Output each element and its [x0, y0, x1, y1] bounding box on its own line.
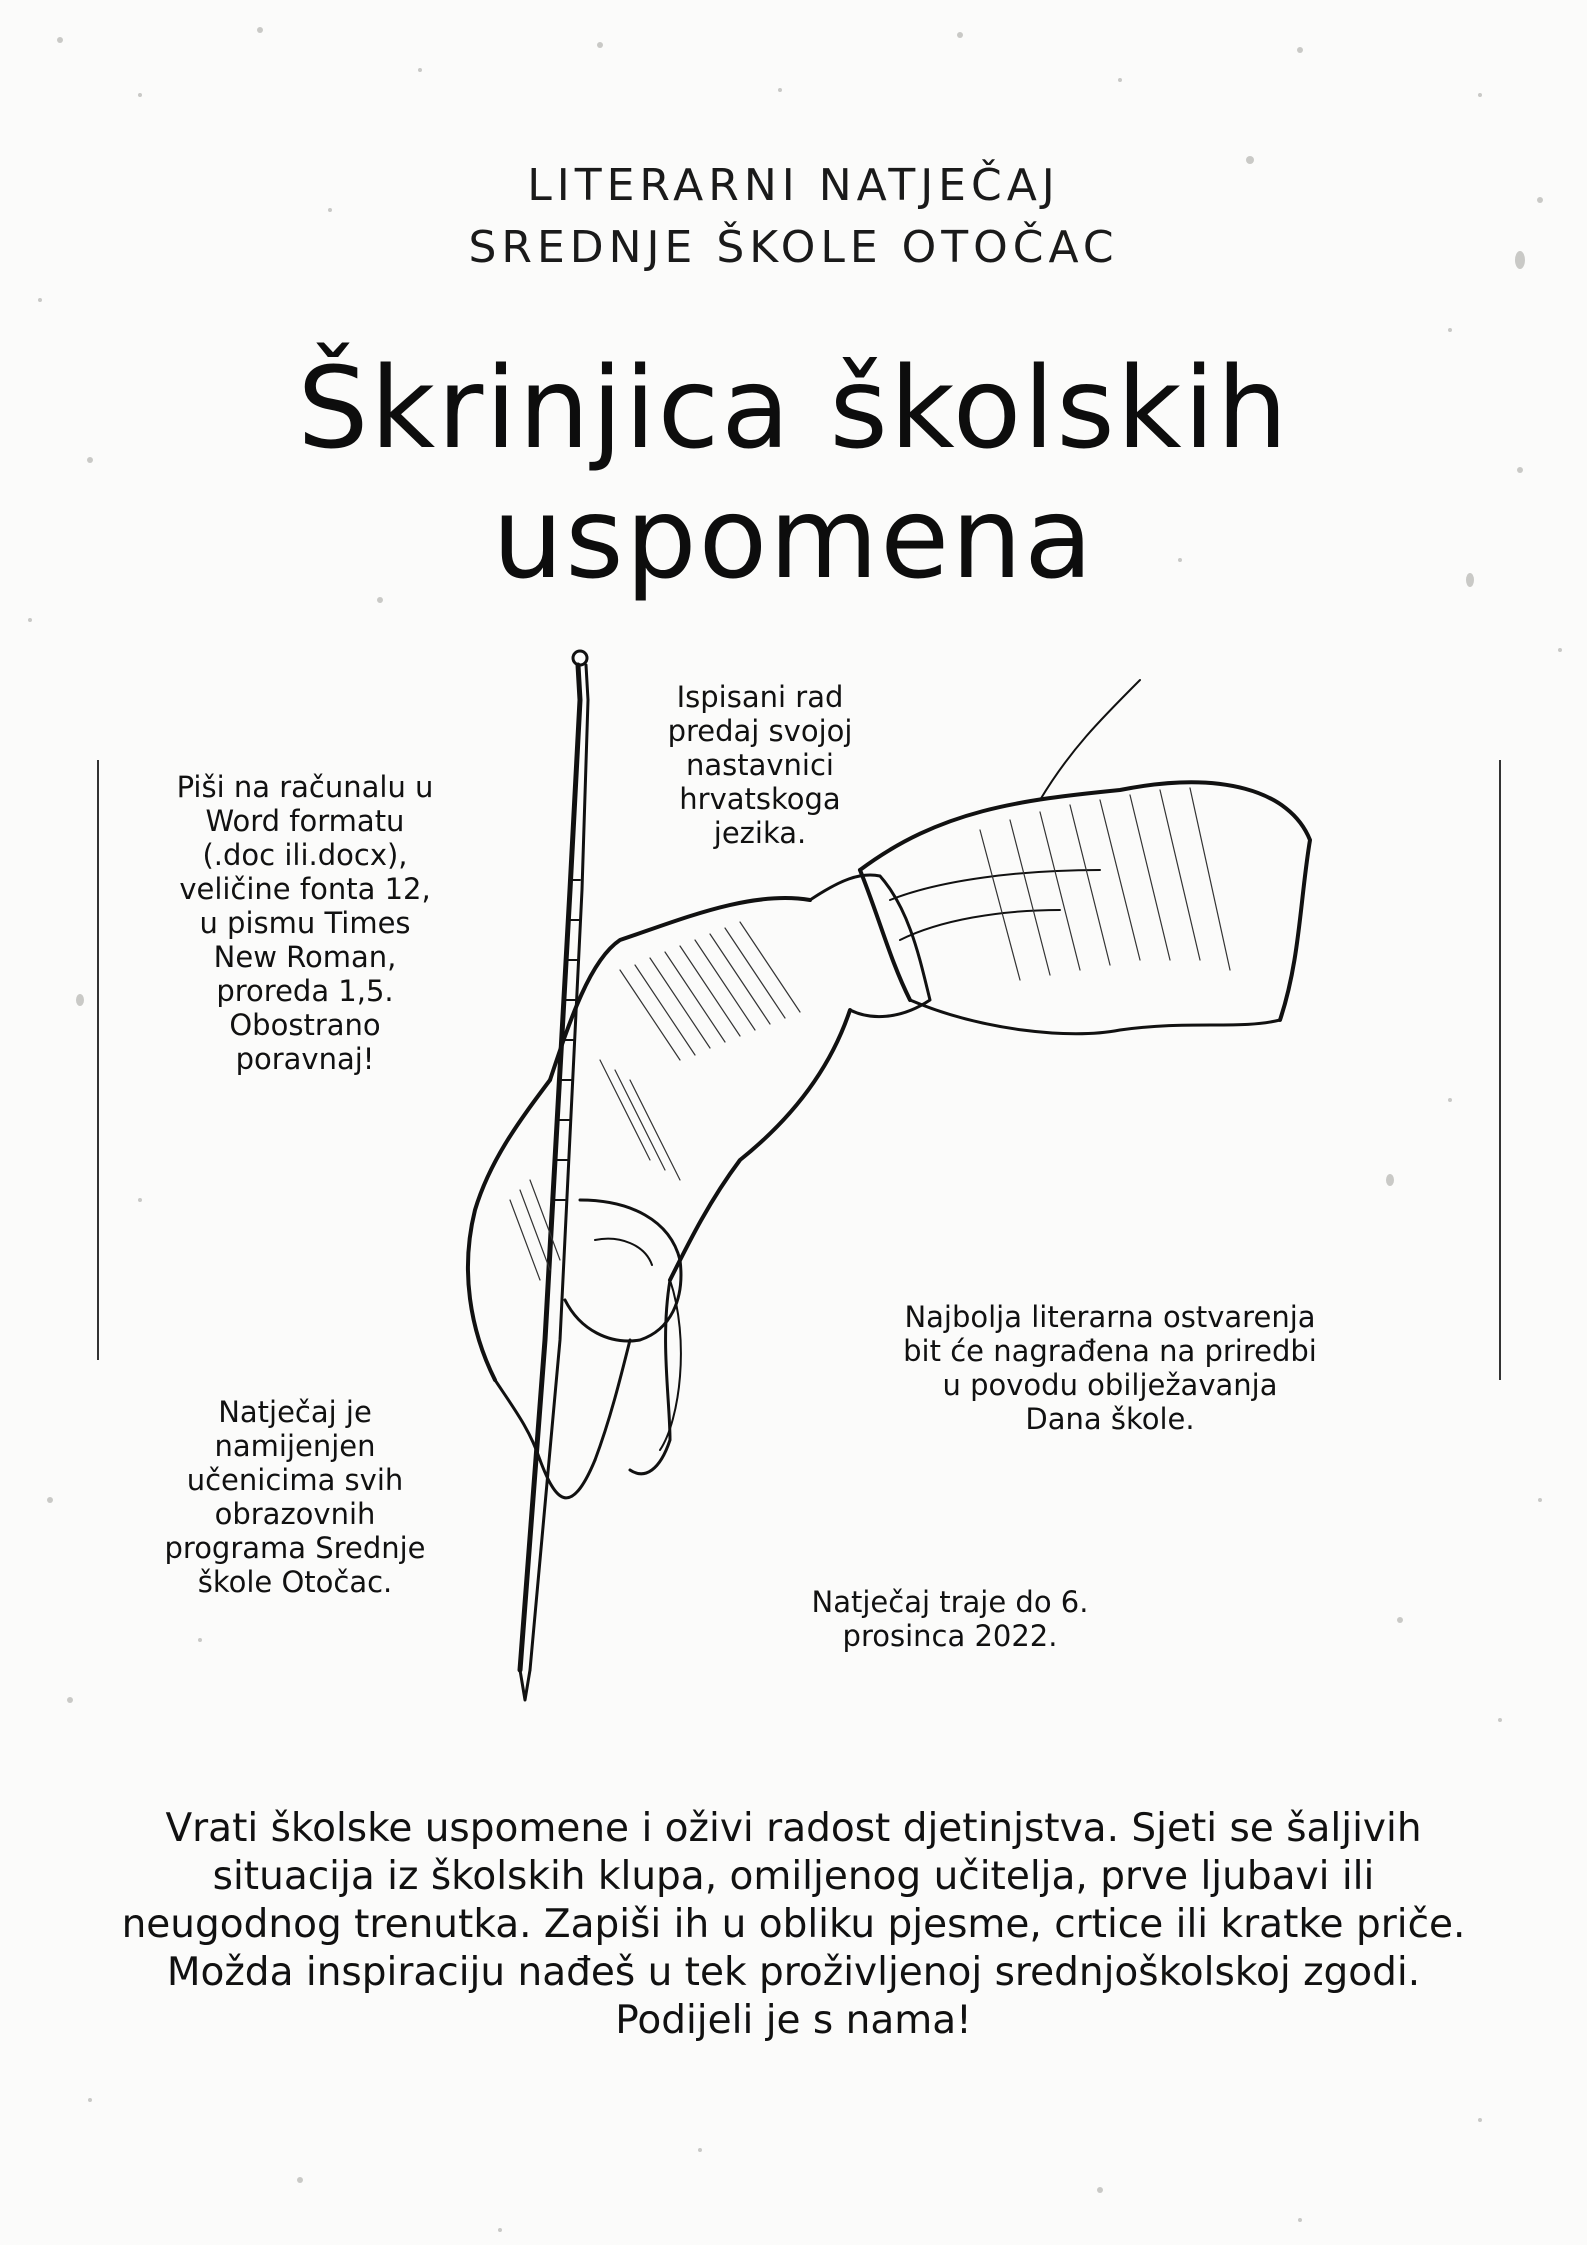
note-format-instructions: Piši na računalu u Word formatu (.doc ili.docx), veličine fonta 12, u pismu Times New Roman, proreda 1,5. Obostrano poravnaj! [176, 770, 434, 1076]
note-awards: Najbolja literarna ostvarenja bit će nagrađena na priredbi u povodu obilježavanja Dana škole. [903, 1300, 1317, 1436]
right-divider [1499, 760, 1501, 1380]
hand-holding-pen-icon [420, 640, 1380, 1740]
contest-label: LITERARNI NATJEČAJ [527, 160, 1060, 211]
left-divider [97, 760, 99, 1360]
note-submission: Ispisani rad predaj svojoj nastavnici hrvatskoga jezika. [667, 680, 853, 850]
page-title-line1: Škrinjica školskih [297, 344, 1290, 474]
school-name: SREDNJE ŠKOLE OTOČAC [468, 222, 1119, 273]
page-title-line2: uspomena [492, 474, 1095, 604]
note-eligibility: Natječaj je namijenjen učenicima svih obrazovnih programa Srednje škole Otočac. [164, 1395, 426, 1599]
note-deadline: Natječaj traje do 6. prosinca 2022. [811, 1585, 1089, 1653]
call-to-action-paragraph: Vrati školske uspomene i oživi radost djetinjstva. Sjeti se šaljivih situacija iz školskih klupa, omiljenog učitelja, prve ljubavi ili neugodnog trenutka. Zapiši ih u obliku pjesme, crtice ili kratke priče. Možda inspiraciju nađeš u tek proživljenoj srednjoškolskoj zgodi. Podijeli je s nama! [121, 1806, 1466, 2043]
